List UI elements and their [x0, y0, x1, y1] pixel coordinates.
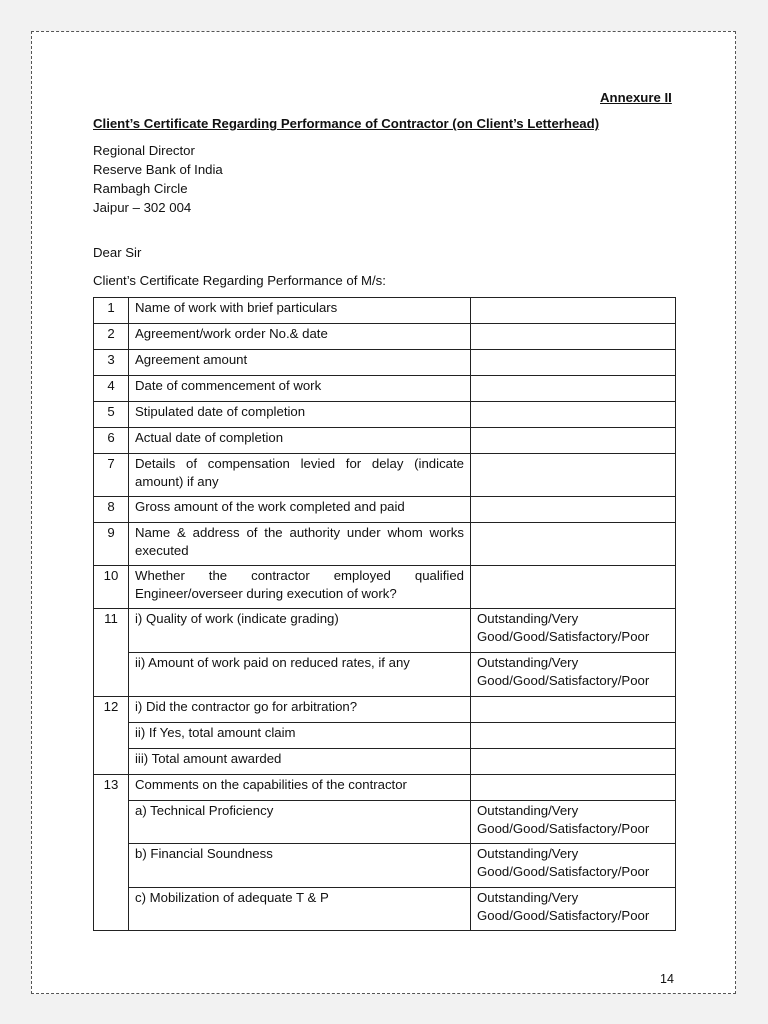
row-description: Details of compensation levied for delay (indicate amount) if any	[129, 454, 471, 497]
page-number: 14	[660, 972, 674, 986]
row-value-field[interactable]	[471, 566, 676, 609]
address-line: Jaipur – 302 004	[93, 200, 192, 215]
row-value-field[interactable]	[471, 697, 676, 723]
row-value-field[interactable]	[471, 454, 676, 497]
row-description: i) Quality of work (indicate grading)	[129, 609, 471, 653]
table-row	[94, 523, 676, 566]
row-number: 12	[94, 697, 129, 775]
row-description: Actual date of completion	[129, 428, 471, 454]
table-row	[94, 298, 676, 324]
row-number: 10	[94, 566, 129, 609]
table-row	[94, 497, 676, 523]
table-row	[94, 402, 676, 428]
performance-table	[93, 297, 676, 931]
row-description: b) Financial Soundness	[129, 844, 471, 888]
row-number: 4	[94, 376, 129, 402]
row-value-field[interactable]	[471, 402, 676, 428]
table-row	[94, 697, 676, 723]
table-row	[94, 844, 676, 888]
row-value-field[interactable]	[471, 523, 676, 566]
table-row	[94, 723, 676, 749]
table-row	[94, 324, 676, 350]
row-number: 7	[94, 454, 129, 497]
row-description: Gross amount of the work completed and paid	[129, 497, 471, 523]
table-row	[94, 888, 676, 931]
annexure-label: Annexure II	[600, 90, 672, 105]
row-number: 9	[94, 523, 129, 566]
row-description: Name of work with brief particulars	[129, 298, 471, 324]
row-value-field[interactable]	[471, 497, 676, 523]
row-description: Comments on the capabilities of the contractor	[129, 775, 471, 801]
row-description: ii) Amount of work paid on reduced rates, if any	[129, 653, 471, 697]
row-number: 6	[94, 428, 129, 454]
row-description: Agreement/work order No.& date	[129, 324, 471, 350]
grading-options[interactable]: Outstanding/Very Good/Good/Satisfactory/Poor	[471, 844, 676, 888]
row-value-field[interactable]	[471, 723, 676, 749]
row-number: 13	[94, 775, 129, 931]
row-value-field[interactable]	[471, 428, 676, 454]
row-number: 11	[94, 609, 129, 697]
row-value-field[interactable]	[471, 749, 676, 775]
row-number: 8	[94, 497, 129, 523]
row-description: Date of commencement of work	[129, 376, 471, 402]
row-description: iii) Total amount awarded	[129, 749, 471, 775]
row-description: Stipulated date of completion	[129, 402, 471, 428]
table-row	[94, 376, 676, 402]
table-row	[94, 775, 676, 801]
table-row	[94, 454, 676, 497]
grading-options[interactable]: Outstanding/Very Good/Good/Satisfactory/Poor	[471, 609, 676, 653]
table-row	[94, 428, 676, 454]
row-description: ii) If Yes, total amount claim	[129, 723, 471, 749]
row-description: a) Technical Proficiency	[129, 801, 471, 844]
recipient-address	[93, 141, 223, 217]
address-line: Regional Director	[93, 143, 195, 158]
grading-options[interactable]: Outstanding/Very Good/Good/Satisfactory/Poor	[471, 888, 676, 931]
row-number: 5	[94, 402, 129, 428]
table-row	[94, 350, 676, 376]
row-description: Name & address of the authority under whom works executed	[129, 523, 471, 566]
row-description: c) Mobilization of adequate T & P	[129, 888, 471, 931]
address-line: Rambagh Circle	[93, 181, 188, 196]
row-value-field[interactable]	[471, 350, 676, 376]
row-value-field[interactable]	[471, 324, 676, 350]
grading-options[interactable]: Outstanding/Very Good/Good/Satisfactory/Poor	[471, 801, 676, 844]
table-row	[94, 566, 676, 609]
row-number: 2	[94, 324, 129, 350]
row-description: Whether the contractor employed qualified Engineer/overseer during execution of work?	[129, 566, 471, 609]
document-page	[31, 31, 736, 994]
intro-text: Client’s Certificate Regarding Performance of M/s:	[93, 273, 386, 288]
table-row	[94, 749, 676, 775]
row-value-field[interactable]	[471, 298, 676, 324]
table-row	[94, 653, 676, 697]
row-value-field[interactable]	[471, 376, 676, 402]
row-value-field[interactable]	[471, 775, 676, 801]
row-number: 3	[94, 350, 129, 376]
address-line: Reserve Bank of India	[93, 162, 223, 177]
document-title: Client’s Certificate Regarding Performance of Contractor (on Client’s Letterhead)	[93, 116, 600, 131]
row-number: 1	[94, 298, 129, 324]
row-description: i) Did the contractor go for arbitration?	[129, 697, 471, 723]
table-row	[94, 609, 676, 653]
grading-options[interactable]: Outstanding/Very Good/Good/Satisfactory/Poor	[471, 653, 676, 697]
salutation: Dear Sir	[93, 245, 142, 260]
row-description: Agreement amount	[129, 350, 471, 376]
table-row	[94, 801, 676, 844]
